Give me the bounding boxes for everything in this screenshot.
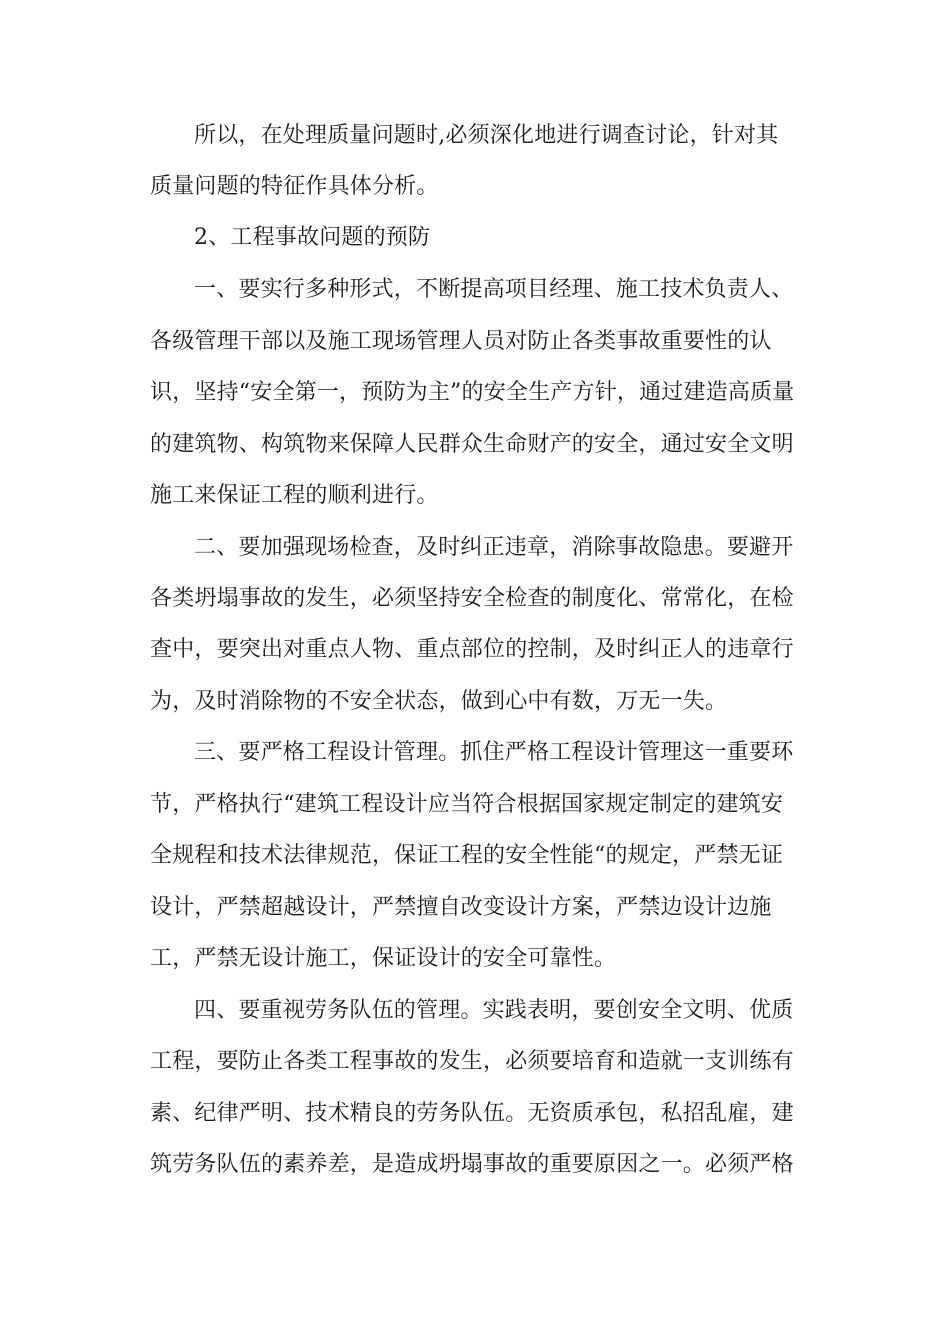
paragraph-line: 三、要严格工程设计管理。抓住严格工程设计管理这一重要环 <box>194 740 794 765</box>
paragraph-line: 工程，要防止各类工程事故的发生，必须要培育和造就一支训练有 <box>150 1049 794 1074</box>
paragraph-line: 全规程和技术法律规范，保证工程的安全性能“的规定，严禁无证 <box>150 843 784 868</box>
paragraph-line: 查中，要突出对重点人物、重点部位的控制，及时纠正人的违章行 <box>150 637 794 662</box>
paragraph-line: 一、要实行多种形式，不断提高项目经理、施工技术负责人、 <box>194 277 794 302</box>
paragraph-line: 四、要重视劳务队伍的管理。实践表明，要创安全文明、优质 <box>194 998 794 1023</box>
paragraph-line: 的建筑物、构筑物来保障人民群众生命财产的安全，通过安全文明 <box>150 432 794 457</box>
paragraph-line: 为，及时消除物的不安全状态，做到心中有数，万无一失。 <box>150 689 728 714</box>
paragraph-line: 施工来保证工程的顺利进行。 <box>150 483 439 508</box>
paragraph-line: 工，严禁无设计施工，保证设计的安全可靠性。 <box>150 946 617 971</box>
section-heading: 2、工程事故问题的预防 <box>194 225 431 250</box>
paragraph-line: 所以，在处理质量问题时,必须深化地进行调查讨论，针对其 <box>194 123 779 148</box>
paragraph-line: 质量问题的特征作具体分析。 <box>150 174 439 199</box>
paragraph-line: 节，严格执行“建筑工程设计应当符合根据国家规定制定的建筑安 <box>150 792 784 817</box>
paragraph-line: 筑劳务队伍的素养差，是造成坍塌事故的重要原因之一。必须严格 <box>150 1152 794 1177</box>
paragraph-line: 识，坚持“安全第一，预防为主”的安全生产方针，通过建造高质量 <box>150 380 795 405</box>
paragraph-line: 各类坍塌事故的发生，必须坚持安全检查的制度化、常常化，在检 <box>150 586 794 611</box>
paragraph-line: 设计，严禁超越设计，严禁擅自改变设计方案，严禁边设计边施 <box>150 895 772 920</box>
paragraph-line: 各级管理干部以及施工现场管理人员对防止各类事故重要性的认 <box>150 329 772 354</box>
paragraph-line: 素、纪律严明、技术精良的劳务队伍。无资质承包，私招乱雇，建 <box>150 1101 794 1126</box>
paragraph-line: 二、要加强现场检查，及时纠正违章，消除事故隐患。要避开 <box>194 535 794 560</box>
